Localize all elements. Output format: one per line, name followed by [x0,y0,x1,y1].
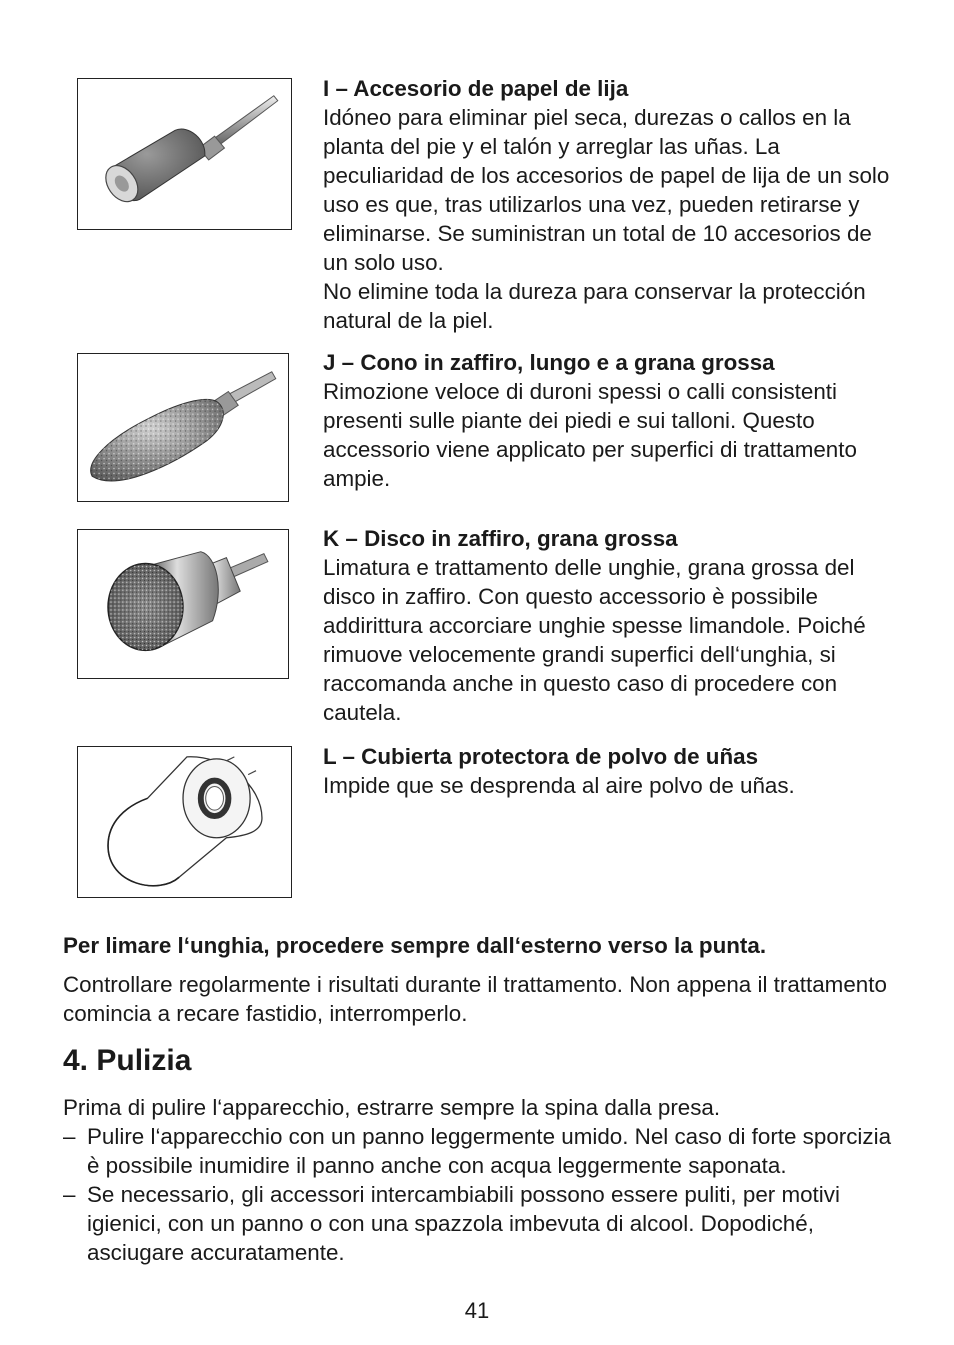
filing-note-bold: Per limare l‘unghia, procedere sempre dall‘esterno verso la punta. [63,933,767,958]
treatment-note [63,970,893,1028]
sapphire-cone-icon [78,354,288,501]
sapphire-disc-icon [78,530,288,678]
item-title: I – Accesorio de papel de lija [323,76,629,101]
item-j [323,348,893,493]
item-l [323,742,893,800]
cleaning-list [63,1122,893,1267]
sanding-cap-icon [78,79,291,229]
item-body: Limatura e trattamento delle unghie, grana grossa del disco in zaffiro. Con questo accessorio è possibile addirittura accorciare unghie spesse limandole. Poiché rimuove velocemente grandi superfici dell‘unghia, si raccomanda anche in questo caso di procedere con cautela. [323,555,866,725]
dust-cover-icon [78,747,291,897]
dash-bullet: – [63,1124,76,1149]
list-item [63,1122,893,1180]
item-k [323,524,893,727]
page-number: 41 [464,1298,490,1323]
item-title: L – Cubierta protectora de polvo de uñas [323,744,759,769]
list-item [63,1180,893,1267]
list-item-text: Se necessario, gli accessori intercambiabili possono essere puliti, per motivi igienici, con un panno o con una spazzola imbevuta di alcool. Dopodiché, asciugare accuratamente. [87,1182,840,1265]
list-item-text: Pulire l‘apparecchio con un panno leggermente umido. Nel caso di forte sporcizia è possibile inumidire il panno anche con acqua leggermente saponata. [87,1124,892,1178]
dust-cover-image [77,746,292,898]
item-i [323,74,893,335]
sanding-cap-image [77,78,292,230]
section-title: 4. Pulizia [63,1044,192,1077]
treatment-note-text: Controllare regolarmente i risultati durante il trattamento. Non appena il trattamento comincia a recare fastidio, interromperlo. [63,972,887,1026]
item-body: Idóneo para eliminar piel seca, durezas o callos en la planta del pie y el talón y arreglar las uñas. La peculiaridad de los accesorios de papel de lija de un solo uso es que, tras utilizarlos una vez, pueden retirarse y eliminarse. Se suministran un total de 10 accesorios de un solo uso. [323,105,890,275]
dash-bullet: – [63,1182,76,1207]
cleaning-section [63,1093,893,1267]
section-intro: Prima di pulire l‘apparecchio, estrarre sempre la spina dalla presa. [63,1095,721,1120]
item-title: J – Cono in zaffiro, lungo e a grana grossa [323,350,775,375]
item-title: K – Disco in zaffiro, grana grossa [323,526,678,551]
item-body: Impide que se desprenda al aire polvo de uñas. [323,773,795,798]
item-body: Rimozione veloce di duroni spessi o calli consistenti presenti sulle piante dei piedi e sui talloni. Questo accessorio viene applicato per superfici di trattamento ampie. [323,379,857,491]
filing-note [63,931,893,960]
item-body-note: No elimine toda la dureza para conservar la protección natural de la piel. [323,279,866,333]
sapphire-disc-image [77,529,289,679]
sapphire-cone-image [77,353,289,502]
